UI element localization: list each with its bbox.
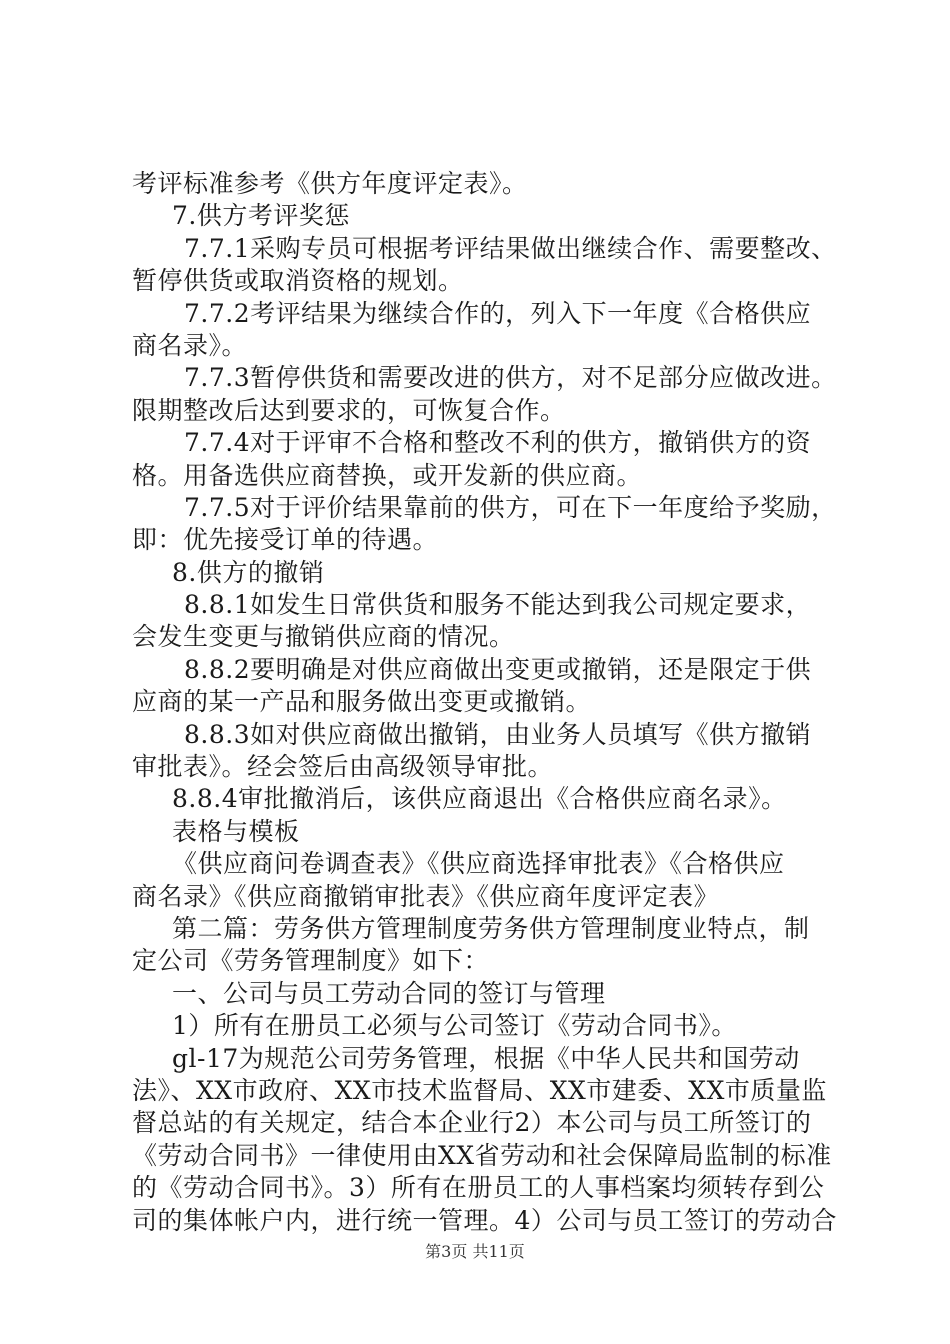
text-line: 定公司《劳务管理制度》如下： (132, 946, 490, 976)
text-line: 1）所有在册员工必须与公司签订《劳动合同书》。 (172, 1011, 737, 1041)
text-line: 的《劳动合同书》。3）所有在册员工的人事档案均须转存到公 (132, 1173, 825, 1203)
text-line: 会发生变更与撤销供应商的情况。 (132, 622, 515, 652)
text-line: 7.7.4对于评审不合格和整改不利的供方，撤销供方的资 (184, 428, 812, 458)
text-line: 商名录》。 (132, 330, 248, 360)
page-number-footer: 第3页 共11页 (425, 1242, 525, 1261)
text-line: 7.7.3暂停供货和需要改进的供方，对不足部分应做改进。 (184, 363, 837, 393)
text-line: gl-17为规范公司劳务管理，根据《中华人民共和国劳动 (172, 1043, 800, 1073)
text-line: 考评标准参考《供方年度评定表》。 (132, 169, 528, 198)
text-line: 法》、XX市政府、XX市技术监督局、XX市建委、XX市质量监 (132, 1075, 827, 1105)
text-line: 8.8.4审批撤消后，该供应商退出《合格供应商名录》。 (172, 784, 787, 814)
text-line: 即：优先接受订单的待遇。 (132, 525, 439, 555)
text-line: 督总站的有关规定，结合本企业行2）本公司与员工所签订的 (132, 1108, 812, 1138)
document-body (132, 168, 848, 1237)
text-line: 应商的某一产品和服务做出变更或撤销。 (132, 687, 592, 717)
text-line: 7.7.1采购专员可根据考评结果做出继续合作、需要整改、 (184, 233, 837, 263)
section-heading: 7.供方考评奖惩 (172, 201, 350, 231)
text-line: 《供应商问卷调查表》《供应商选择审批表》《合格供应 (172, 849, 785, 879)
section-heading: 表格与模板 (172, 816, 300, 846)
text-line: 限期整改后达到要求的，可恢复合作。 (132, 395, 566, 425)
text-line: 第二篇：劳务供方管理制度劳务供方管理制度业特点，制 (172, 913, 810, 943)
text-line: 审批表》。经会签后由高级领导审批。 (132, 752, 554, 782)
text-line: 司的集体帐户内，进行统一管理。4）公司与员工签订的劳动合 (132, 1205, 837, 1235)
text-line: 商名录》《供应商撤销审批表》《供应商年度评定表》 (132, 881, 720, 911)
text-line: 7.7.5对于评价结果靠前的供方，可在下一年度给予奖励， (184, 492, 837, 522)
text-line: 7.7.2考评结果为继续合作的，列入下一年度《合格供应 (184, 298, 812, 328)
text-line: 暂停供货或取消资格的规划。 (132, 266, 464, 296)
text-line: 《劳动合同书》一律使用由XX省劳动和社会保障局监制的标准 (132, 1140, 832, 1170)
text-line: 格。用备选供应商替换，或开发新的供应商。 (132, 460, 643, 490)
text-line: 8.8.2要明确是对供应商做出变更或撤销，还是限定于供 (184, 654, 812, 684)
section-heading: 一、公司与员工劳动合同的签订与管理 (172, 978, 606, 1008)
text-line: 8.8.1如发生日常供货和服务不能达到我公司规定要求， (184, 590, 812, 620)
text-line: 8.8.3如对供应商做出撤销，由业务人员填写《供方撤销 (184, 719, 812, 749)
section-heading: 8.供方的撤销 (172, 557, 325, 587)
